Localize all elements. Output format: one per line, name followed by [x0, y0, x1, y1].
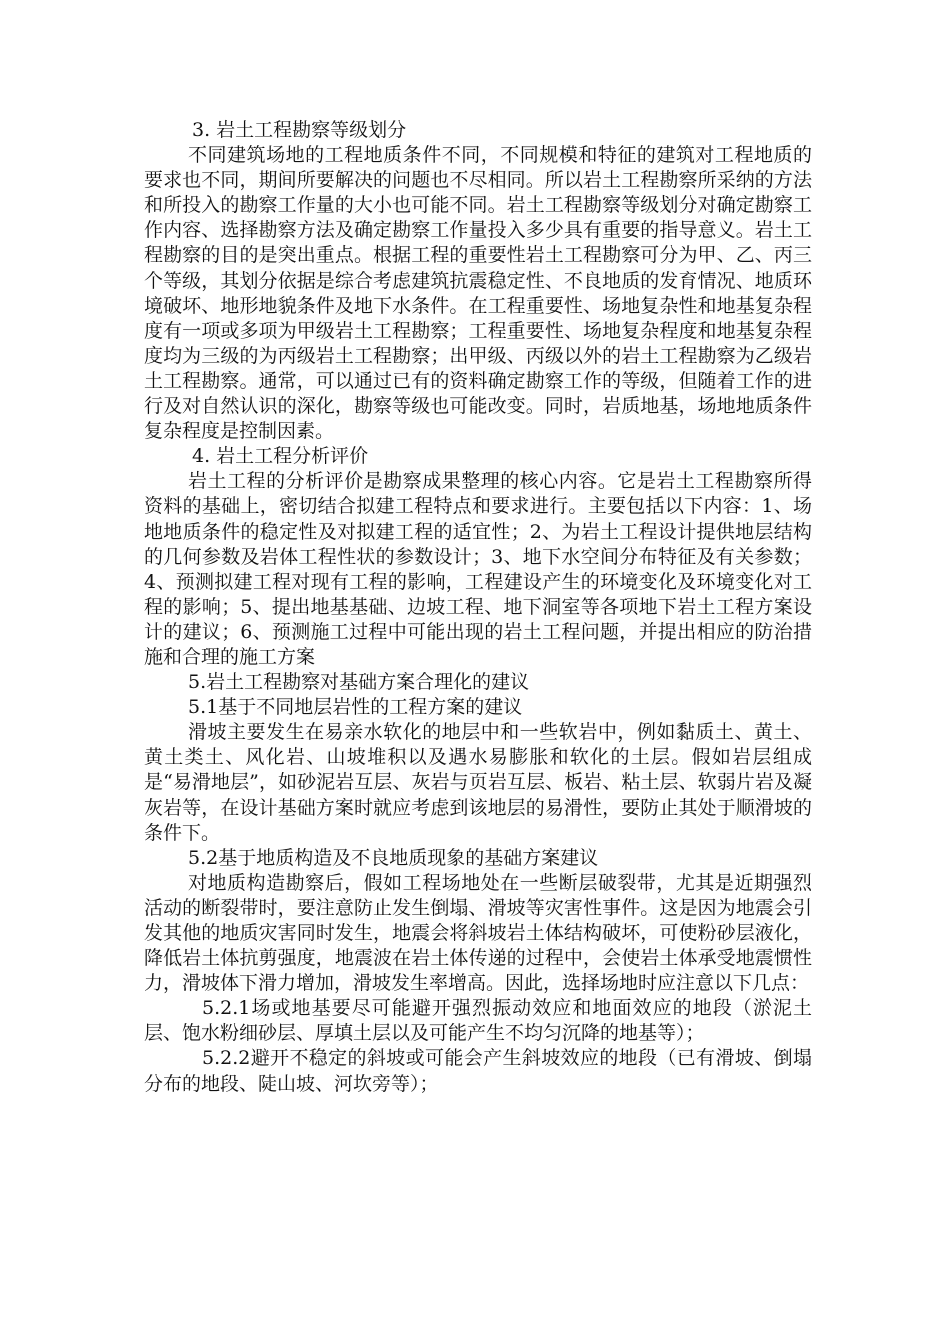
section-3-heading: 3. 岩土工程勘察等级划分 [192, 119, 407, 141]
section-5-2-paragraph: 对地质构造勘察后，假如工程场地处在一些断层破裂带，尤其是近期强烈活动的断裂带时，要注意防止发生倒塌、滑坡等灾害性事件。这是因为地震会引发其他的地质灾害同时发生，地震会将斜坡岩土体结构破坏，可使粉砂层液化，降低岩土体抗剪强度，地震波在岩土体传递的过程中，会使岩土体承受地震惯性力，滑坡体下滑力增加，滑坡发生率增高。因此，选择场地时应注意以下几点： [144, 871, 812, 995]
section-5-2-heading: 5.2基于地质构造及不良地质现象的基础方案建议 [188, 846, 599, 869]
section-3-paragraph: 不同建筑场地的工程地质条件不同，不同规模和特征的建筑对工程地质的要求也不同，期间所要解决的问题也不尽相同。所以岩土工程勘察所采纳的方法和所投入的勘察工作量的大小也可能不同。岩土工程勘察等级划分对确定勘察工作内容、选择勘察方法及确定勘察工作量投入多少具有重要的指导意义。岩土工程勘察的目的是突出重点。根据工程的重要性岩土工程勘察可分为甲、乙、丙三个等级，其划分依据是综合考虑建筑抗震稳定性、不良地质的发育情况、地质环境破坏、地形地貌条件及地下水条件。在工程重要性、场地复杂性和地基复杂程度有一项或多项为甲级岩土工程勘察；工程重要性、场地复杂程度和地基复杂程度均为三级的为丙级岩土工程勘察；出甲级、丙级以外的岩土工程勘察为乙级岩土工程勘察。通常，可以通过已有的资料确定勘察工作的等级，但随着工作的进行及对自然认识的深化，勘察等级也可能改变。同时，岩质地基，场地地质条件复杂程度是控制因素。 [144, 144, 812, 443]
item-5-2-2: 5.2.2避开不稳定的斜坡或可能会产生斜坡效应的地段（已有滑坡、倒塌分布的地段、陡山坡、河坎旁等）； [144, 1047, 812, 1095]
section-5-1-heading: 5.1基于不同地层岩性的工程方案的建议 [188, 696, 523, 719]
section-5-heading: 5.岩土工程勘察对基础方案合理化的建议 [188, 671, 530, 694]
document-page [144, 118, 812, 1097]
section-5-1-paragraph: 滑坡主要发生在易亲水软化的地层中和一些软岩中，例如黏质土、黄土、黄土类土、风化岩、山坡堆积以及遇水易膨胀和软化的土层。假如岩层组成是“易滑地层”，如砂泥岩互层、灰岩与页岩互层、板岩、粘土层、软弱片岩及凝灰岩等，在设计基础方案时就应考虑到该地层的易滑性，要防止其处于顺滑坡的条件下。 [144, 721, 812, 844]
section-4-heading: 4. 岩土工程分析评价 [192, 445, 369, 468]
item-5-2-1: 5.2.1场或地基要尽可能避开强烈振动效应和地面效应的地段（淤泥土层、饱水粉细砂层、厚填土层以及可能产生不均匀沉降的地基等）； [144, 997, 812, 1045]
section-4-paragraph: 岩土工程的分析评价是勘察成果整理的核心内容。它是岩土工程勘察所得资料的基础上，密切结合拟建工程特点和要求进行。主要包括以下内容：1、场地地质条件的稳定性及对拟建工程的适宜性；2、为岩土工程设计提供地层结构的几何参数及岩体工程性状的参数设计；3、地下水空间分布特征及有关参数；4、预测拟建工程对现有工程的影响，工程建设产生的环境变化及环境变化对工程的影响；5、提出地基基础、边坡工程、地下洞室等各项地下岩土工程方案设计的建议；6、预测施工过程中可能出现的岩土工程问题，并提出相应的防治措施和合理的施工方案 [144, 470, 812, 668]
